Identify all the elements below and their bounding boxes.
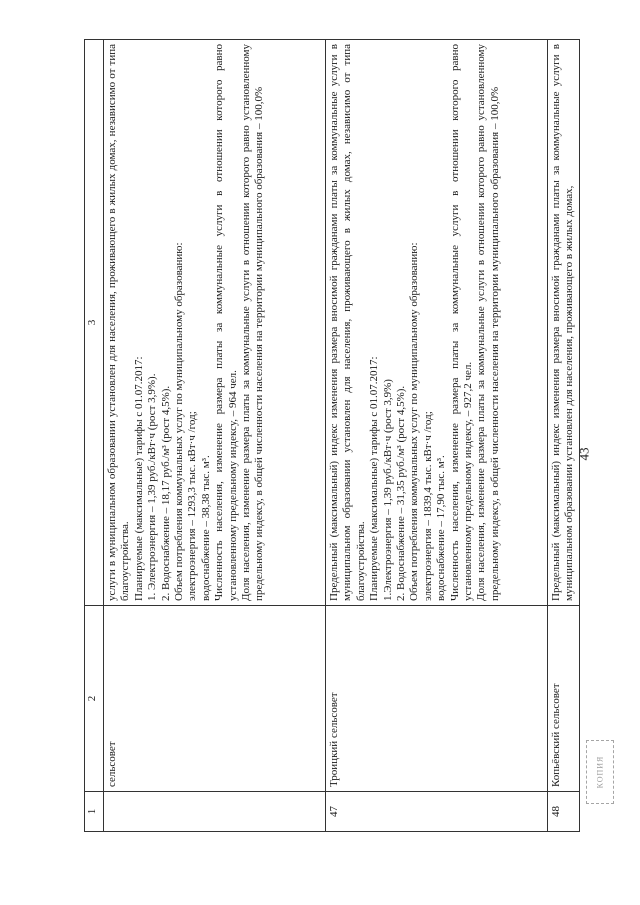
table-header-row — [85, 40, 104, 832]
row-number — [104, 792, 326, 832]
tariff-table — [84, 39, 580, 832]
table-row — [326, 40, 548, 832]
copy-stamp — [586, 740, 614, 804]
row-description: Предельный (максимальный) индекс изменения размера вносимой гражданами платы за коммунальные услуги в муниципальном образовании установлен для населения, проживающего в жилых домах, — [548, 40, 580, 606]
row-description: услуги в муниципальном образовании установлен для населения, проживающего в жилых домах, независимо от типа благоустройства. Планируемые (максимальные) тарифы с 01.07.2017: 1. Электроэнергия – 1,39 руб./кВт·ч (рост 3,9%). 2. Водоснабжение – 18,17 руб./м³ (рост 4,5%). Объем потребления коммунальных услуг по муниципальному образованию: электроэнергия – 1293,3 тыс. кВт·ч /год; водоснабжение – 38,38 тыс. м³. Численность населения, изменение размера платы за коммунальные услуги в отношении которого равно установленному предельному индексу, – 964 чел. Доля населения, изменение размера платы за коммунальные услуги в отношении которого равно установленному предельному индексу, в общей численности населения на территории муниципального образования – 100,0% — [104, 40, 326, 606]
page-number: 43 — [576, 447, 592, 461]
table-row — [104, 40, 326, 832]
row-description: Предельный (максимальный) индекс изменения размера вносимой гражданами платы за коммунальные услуги в муниципальном образовании установлен для населения, проживающего в жилых домах, независимо от типа благоустройства. Планируемые (максимальные) тарифы с 01.07.2017: 1.Электроэнергия – 1,39 руб./кВт·ч (рост 3,9%) 2. Водоснабжение – 31,35 руб./м³ (рост 4,5%). Объем потребления коммунальных услуг по муниципальному образованию: электроэнергия – 1839,4 тыс. кВт·ч /год; водоснабжение – 17,90 тыс. м³. Численность населения, изменение размера платы за коммунальные услуги в отношении которого равно установленному предельному индексу, – 927,2 чел. Доля населения, изменение размера платы за коммунальные услуги в отношении которого равно установленному предельному индексу, в общей численности населения на территории муниципального образования – 100,0% — [326, 40, 548, 606]
municipality-name: Троицкий сельсовет — [326, 606, 548, 792]
row-number: 47 — [326, 792, 548, 832]
municipality-name: сельсовет — [104, 606, 326, 792]
stamp-text: КОПИЯ — [595, 755, 605, 789]
header-col-1: 1 — [85, 792, 104, 832]
municipality-name: Копьёвский сельсовет — [548, 606, 580, 792]
header-col-3: 3 — [85, 40, 104, 606]
rotated-table-container — [84, 40, 576, 832]
row-number: 48 — [548, 792, 580, 832]
header-col-2: 2 — [85, 606, 104, 792]
table-row — [548, 40, 580, 832]
